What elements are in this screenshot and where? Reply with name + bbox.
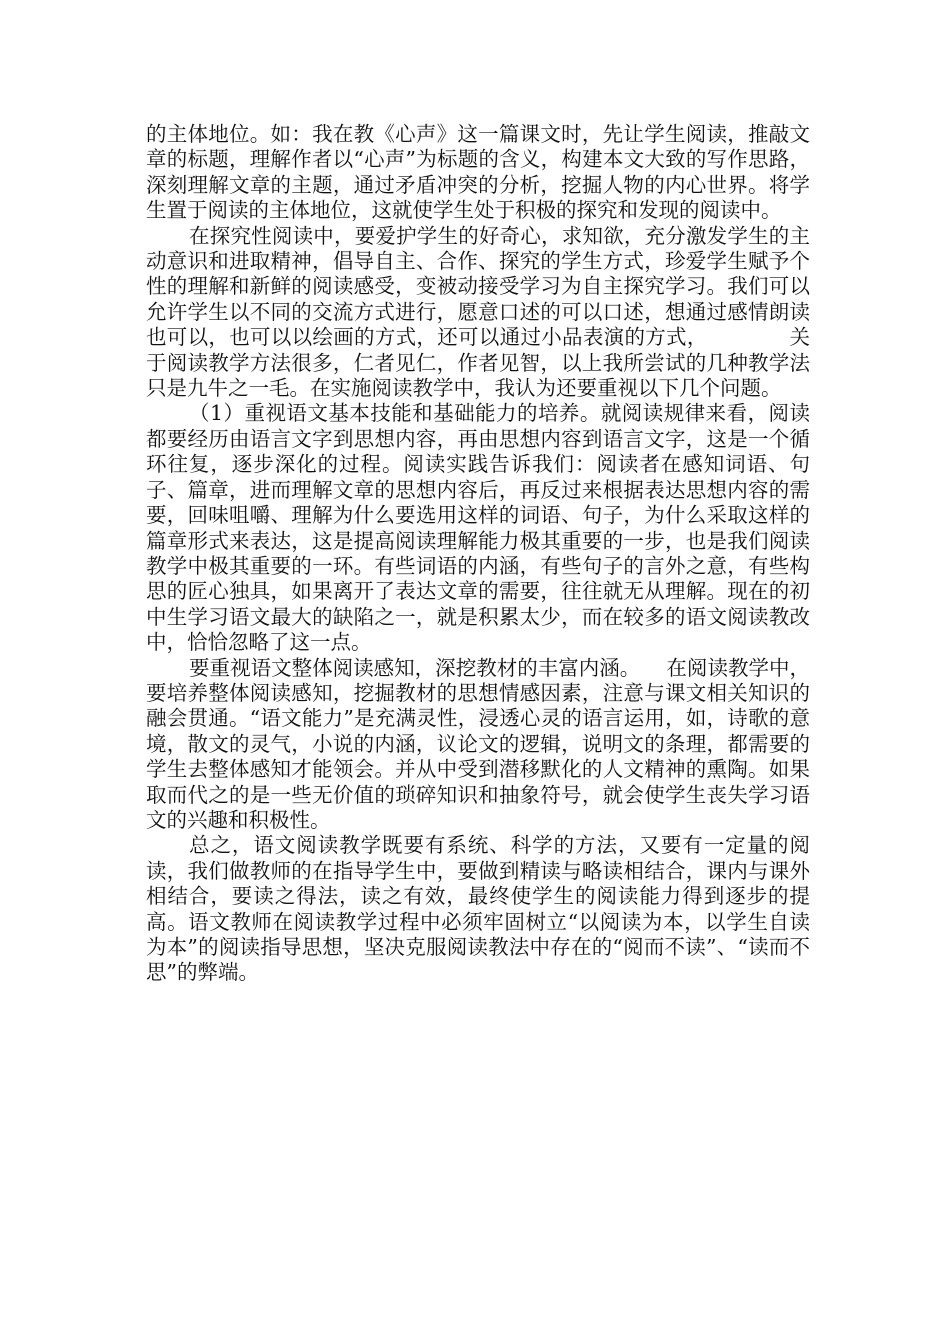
paragraph-3: （1）重视语文基本技能和基础能力的培养。就阅读规律来看，阅读都要经历由语言文字到思想内容，再由思想内容到语言文字，这是一个循环往复，逐步深化的过程。阅读实践告诉我们：阅读者在感知词语、句子、篇章，进而理解文章的思想内容后，再反过来根据表达思想内容的需要，回味咀嚼、理解为什么要选用这样的词语、句子，为什么采取这样的篇章形式来表达，这是提高阅读理解能力极其重要的一步，也是我们阅读教学中极其重要的一环。有些词语的内涵，有些句子的言外之意，有些构思的匠心独具，如果离开了表达文章的需要，往往就无从理解。现在的初中生学习语文最大的缺陷之一，就是积累太少，而在较多的语文阅读教改中，恰恰忽略了这一点。: [146, 401, 810, 655]
paragraph-4: 要重视语文整体阅读感知，深挖教材的丰富内涵。 在阅读教学中，要培养整体阅读感知，挖掘教材的思想情感因素，注意与课文相关知识的融会贯通。“语文能力”是充满灵性，浸透心灵的语言运用，如，诗歌的意境，散文的灵气，小说的内涵，议论文的逻辑，说明文的条理，都需要的学生去整体感知才能领会。并从中受到潜移默化的人文精神的熏陶。如果取而代之的是一些无价值的琐碎知识和抽象符号，就会使学生丧失学习语文的兴趣和积极性。: [146, 655, 810, 832]
paragraph-2: 在探究性阅读中，要爱护学生的好奇心，求知欲，充分激发学生的主动意识和进取精神，倡导自主、合作、探究的学生方式，珍爱学生赋予个性的理解和新鲜的阅读感受，变被动接受学习为自主探究学习。我们可以允许学生以不同的交流方式进行，愿意口述的可以口述，想通过感情朗读也可以，也可以以绘画的方式，还可以通过小品表演的方式， 关于阅读教学方法很多，仁者见仁，作者见智，以上我所尝试的几种教学法只是九牛之一毛。在实施阅读教学中，我认为还要重视以下几个问题。: [146, 223, 810, 401]
paragraph-5: 总之，语文阅读教学既要有系统、科学的方法，又要有一定量的阅读，我们做教师的在指导学生中，要做到精读与略读相结合，课内与课外相结合，要读之得法，读之有效，最终使学生的阅读能力得到逐步的提高。语文教师在阅读教学过程中必须牢固树立“以阅读为本，以学生自读为本”的阅读指导思想，坚决克服阅读教法中存在的“阅而不读”、“读而不思”的弊端。: [146, 833, 810, 985]
body-text: [146, 122, 810, 986]
paragraph-1: 的主体地位。如：我在教《心声》这一篇课文时，先让学生阅读，推敲文章的标题，理解作者以“心声”为标题的含义，构建本文大致的写作思路，深刻理解文章的主题，通过矛盾冲突的分析，挖掘人物的内心世界。将学生置于阅读的主体地位，这就使学生处于积极的探究和发现的阅读中。: [146, 122, 810, 223]
